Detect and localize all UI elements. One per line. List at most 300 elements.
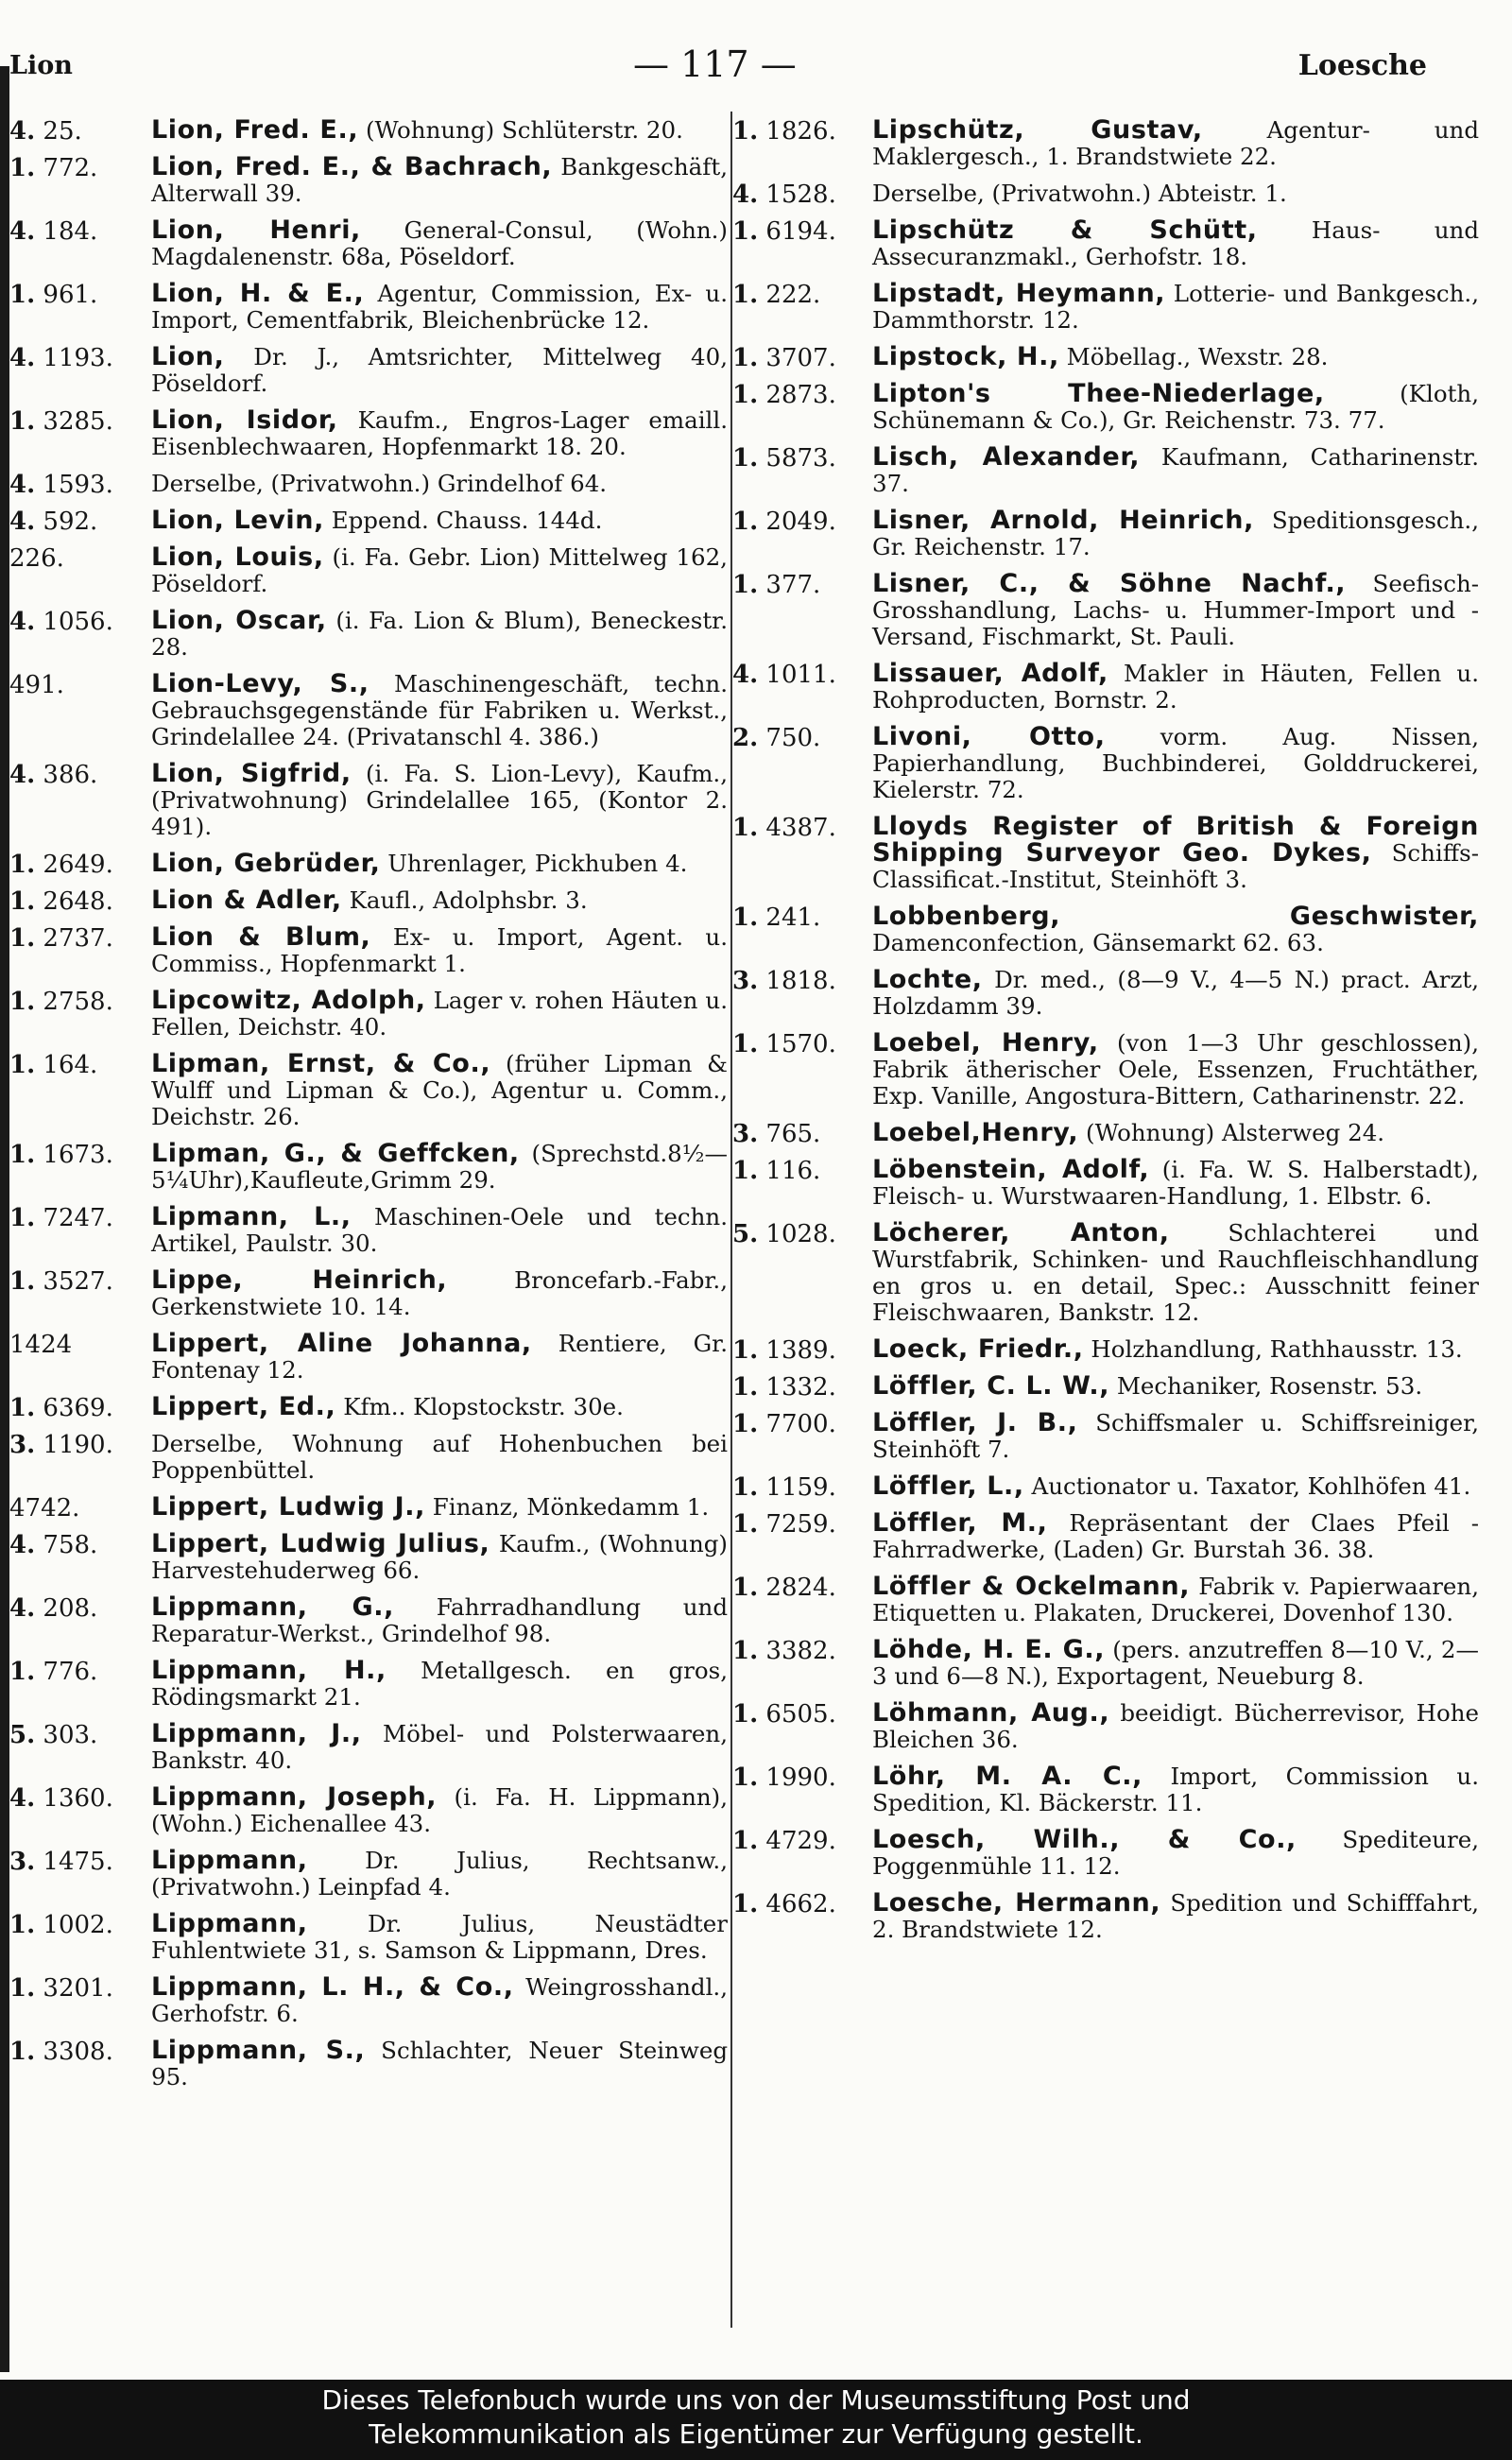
- subscriber-name: Lissauer, Adolf,: [872, 659, 1108, 688]
- line-number: 1990.: [765, 1763, 836, 1792]
- subscriber-name: Löffler, J. B.,: [872, 1408, 1078, 1437]
- entry-text: [151, 407, 728, 460]
- directory-entry: [9, 1051, 728, 1130]
- entry-text: [872, 1700, 1479, 1753]
- entry-text: [151, 1658, 728, 1711]
- line-number: 592.: [43, 507, 98, 536]
- phone-number: [732, 814, 836, 842]
- exchange-code: 1.: [732, 117, 759, 146]
- phone-number: [9, 1394, 113, 1422]
- directory-entry: [732, 571, 1479, 650]
- directory-entry: [9, 1141, 728, 1194]
- entry-text: [872, 1510, 1479, 1563]
- phone-number: [732, 903, 820, 932]
- subscriber-details: (früher Lipman & Wulff und Lipman & Co.), Agentur u. Comm., Deichstr. 26.: [151, 1050, 728, 1130]
- entry-text: [872, 444, 1479, 497]
- line-number: 1002.: [43, 1911, 113, 1939]
- phone-number: [9, 544, 64, 573]
- directory-entry: [9, 671, 728, 750]
- directory-entry: [732, 1030, 1479, 1110]
- subscriber-name: Lippmann,: [151, 1846, 308, 1875]
- header-first-entry: Lion: [9, 51, 73, 80]
- entry-text: [151, 1721, 728, 1774]
- line-number: 1360.: [43, 1784, 113, 1813]
- phone-number: [9, 1594, 97, 1623]
- phone-number: [9, 1431, 113, 1459]
- entry-text: [151, 544, 728, 597]
- entry-text: [151, 1431, 728, 1484]
- exchange-code: 4.: [9, 608, 36, 636]
- exchange-code: 3.: [732, 1120, 759, 1148]
- directory-entry: [9, 1431, 728, 1484]
- exchange-code: 1.: [732, 381, 759, 409]
- exchange-code: 3.: [9, 1431, 36, 1459]
- phone-number: [732, 1763, 836, 1792]
- line-number: 1593.: [43, 471, 113, 499]
- line-number: 6369.: [43, 1394, 113, 1422]
- directory-entry: [9, 281, 728, 334]
- entry-text: [872, 814, 1479, 893]
- subscriber-details: Derselbe, Wohnung auf Hohenbuchen bei Poppenbüttel.: [151, 1430, 728, 1484]
- subscriber-details: Fabrik v. Papierwaaren, Etiquetten u. Plakaten, Druckerei, Dovenhof 130.: [872, 1573, 1479, 1626]
- directory-entry: [732, 1763, 1479, 1816]
- entry-text: [151, 887, 728, 914]
- subscriber-name: Löffler, L.,: [872, 1471, 1024, 1501]
- exchange-code: 1.: [9, 1658, 36, 1686]
- subscriber-details: Derselbe, (Privatwohn.) Grindelhof 64.: [151, 470, 608, 497]
- phone-number: [732, 724, 820, 752]
- subscriber-details: Schlachter, Neuer Steinweg 95.: [151, 2037, 728, 2090]
- entry-text: [151, 1051, 728, 1130]
- entry-text: [872, 1473, 1479, 1500]
- entry-text: [872, 1637, 1479, 1690]
- exchange-code: 4.: [732, 181, 759, 209]
- phone-number: [732, 1637, 836, 1665]
- exchange-code: 1.: [9, 851, 36, 879]
- subscriber-details: beeidigt. Bücherrevisor, Hohe Bleichen 36.: [872, 1699, 1479, 1753]
- directory-entry: [9, 117, 728, 144]
- line-number: 1190.: [43, 1431, 113, 1459]
- subscriber-details: Derselbe, (Privatwohn.) Abteistr. 1.: [872, 180, 1287, 207]
- page-header: [9, 38, 1427, 104]
- line-number: 164.: [43, 1051, 98, 1079]
- exchange-code: 1.: [732, 1473, 759, 1502]
- line-number: 758.: [43, 1531, 98, 1559]
- subscriber-details: (i. Fa. Lion & Blum), Beneckestr. 28.: [151, 607, 728, 661]
- line-number: 3527.: [43, 1267, 113, 1296]
- line-number: 1528.: [765, 181, 836, 209]
- directory-entry: [732, 181, 1479, 207]
- phone-number: [9, 1267, 113, 1296]
- line-number: 184.: [43, 217, 98, 246]
- phone-number: [9, 407, 113, 436]
- exchange-code: 1.: [732, 1157, 759, 1185]
- subscriber-name: Loeck, Friedr.,: [872, 1334, 1084, 1364]
- directory-entry: [9, 507, 728, 534]
- exchange-code: 1.: [732, 1700, 759, 1729]
- exchange-code: 4.: [9, 344, 36, 372]
- directory-entry: [9, 1494, 728, 1521]
- exchange-code: 1.: [732, 1030, 759, 1058]
- entry-text: [151, 154, 728, 207]
- directory-entry: [9, 887, 728, 914]
- subscriber-details: Ex- u. Import, Agent. u. Commiss., Hopfenmarkt 1.: [151, 923, 728, 977]
- directory-entry: [9, 1331, 728, 1384]
- directory-entry: [9, 851, 728, 877]
- line-number: 1193.: [43, 344, 113, 372]
- subscriber-details: Kaufl., Adolphsbr. 3.: [349, 886, 588, 914]
- line-number: 386.: [43, 761, 98, 789]
- entry-text: [151, 2038, 728, 2090]
- directory-entry: [9, 1658, 728, 1711]
- directory-entry: [732, 1410, 1479, 1463]
- phone-number: [9, 1331, 72, 1359]
- subscriber-name: Loebel,Henry,: [872, 1118, 1079, 1147]
- directory-entry: [732, 724, 1479, 803]
- directory-entry: [9, 1531, 728, 1584]
- subscriber-details: Broncefarb.-Fabr., Gerkenstwiete 10. 14.: [151, 1266, 728, 1320]
- entry-text: [872, 1030, 1479, 1110]
- subscriber-details: Makler in Häuten, Fellen u. Rohproducten, Bornstr. 2.: [872, 660, 1479, 714]
- entry-text: [872, 1574, 1479, 1626]
- subscriber-details: Kaufm., (Wohnung) Harvestehuderweg 66.: [151, 1530, 728, 1584]
- exchange-code: 1.: [9, 1051, 36, 1079]
- line-number: 1424: [9, 1331, 73, 1359]
- subscriber-name: Löbenstein, Adolf,: [872, 1155, 1150, 1184]
- subscriber-details: (Kloth, Schünemann & Co.), Gr. Reichenstr. 73. 77.: [872, 380, 1479, 434]
- subscriber-details: (Wohnung) Schlüterstr. 20.: [365, 116, 683, 144]
- line-number: 303.: [43, 1721, 98, 1749]
- phone-number: [9, 2038, 113, 2066]
- subscriber-details: Kaufm., Engros-Lager emaill. Eisenblechwaaren, Hopfenmarkt 18. 20.: [151, 406, 728, 460]
- subscriber-name: Lipcowitz, Adolph,: [151, 986, 426, 1015]
- subscriber-name: Lipschütz, Gustav,: [872, 115, 1203, 145]
- directory-entry: [732, 1336, 1479, 1363]
- directory-entry: [9, 1784, 728, 1837]
- exchange-code: 1.: [732, 1373, 759, 1402]
- footer-line-2: Telekommunikation als Eigentümer zur Verfügung gestellt.: [369, 2418, 1143, 2450]
- subscriber-details: Dr. med., (8—9 V., 4—5 N.) pract. Arzt, Holzdamm 39.: [872, 966, 1479, 1020]
- phone-number: [9, 1784, 113, 1813]
- entry-text: [151, 217, 728, 270]
- line-number: 377.: [765, 571, 821, 599]
- line-number: 116.: [765, 1157, 821, 1185]
- exchange-code: 3.: [9, 1848, 36, 1876]
- line-number: 2824.: [765, 1574, 836, 1602]
- line-number: 226.: [9, 544, 64, 573]
- entry-text: [151, 1911, 728, 1964]
- subscriber-details: vorm. Aug. Nissen, Papierhandlung, Buchbinderei, Golddruckerei, Kielerstr. 72.: [872, 723, 1479, 803]
- exchange-code: 1.: [732, 1574, 759, 1602]
- subscriber-name: Lipstadt, Heymann,: [872, 279, 1166, 308]
- subscriber-details: Eppend. Chauss. 144d.: [331, 507, 603, 534]
- line-number: 7700.: [765, 1410, 836, 1438]
- entry-text: [872, 1336, 1479, 1363]
- phone-number: [9, 924, 113, 953]
- subscriber-details: Uhrenlager, Pickhuben 4.: [387, 850, 688, 877]
- line-number: 2758.: [43, 988, 113, 1016]
- phone-number: [732, 1827, 836, 1855]
- subscriber-details: Lager v. rohen Häuten u. Fellen, Deichstr. 40.: [151, 987, 728, 1041]
- phone-number: [732, 117, 836, 146]
- entry-text: [872, 381, 1479, 434]
- exchange-code: 1.: [9, 924, 36, 953]
- subscriber-name: Lippert, Aline Johanna,: [151, 1329, 532, 1358]
- directory-entry: [9, 1204, 728, 1257]
- directory-entry: [9, 761, 728, 840]
- subscriber-name: Lippe, Heinrich,: [151, 1265, 448, 1295]
- subscriber-name: Lobbenberg, Geschwister,: [872, 902, 1479, 931]
- subscriber-name: Lion, Fred. E., & Bachrach,: [151, 152, 553, 181]
- directory-entry: [732, 281, 1479, 334]
- subscriber-details: Schlachterei und Wurstfabrik, Schinken- und Rauchfleischhandlung en gros u. en detail, Spec.: Ausschnitt feiner Fleischwaaren, Bankstr. 12.: [872, 1219, 1479, 1326]
- directory-entry: [732, 1373, 1479, 1400]
- line-number: 6194.: [765, 217, 836, 246]
- phone-number: [732, 661, 836, 689]
- subscriber-details: Agentur- und Maklergesch., 1. Brandstwiete 22.: [872, 116, 1479, 170]
- subscriber-name: Lipstock, H.,: [872, 342, 1059, 371]
- subscriber-details: Dr. Julius, Neustädter Fuhlentwiete 31, s. Samson & Lippmann, Dres.: [151, 1910, 728, 1964]
- entry-text: [151, 761, 728, 840]
- entry-text: [151, 1494, 728, 1521]
- line-number: 7259.: [765, 1510, 836, 1539]
- directory-entry: [9, 471, 728, 497]
- exchange-code: 4.: [9, 117, 36, 146]
- phone-number: [732, 344, 836, 372]
- subscriber-details: (i. Fa. Gebr. Lion) Mittelweg 162, Pöseldorf.: [151, 543, 728, 597]
- entry-text: [151, 1784, 728, 1837]
- exchange-code: 1.: [732, 1890, 759, 1918]
- exchange-code: 4.: [9, 1531, 36, 1559]
- exchange-code: 2.: [732, 724, 759, 752]
- line-number: 2648.: [43, 887, 113, 916]
- line-number: 1818.: [765, 967, 836, 995]
- directory-entry: [732, 1637, 1479, 1690]
- subscriber-details: Schiffsmaler u. Schiffsreiniger, Steinhöft 7.: [872, 1409, 1479, 1463]
- entry-text: [872, 281, 1479, 334]
- subscriber-details: Mechaniker, Rosenstr. 53.: [1116, 1372, 1423, 1400]
- subscriber-name: Lisner, Arnold, Heinrich,: [872, 506, 1254, 535]
- exchange-code: 1.: [732, 1827, 759, 1855]
- exchange-code: 1.: [732, 507, 759, 536]
- exchange-code: 1.: [9, 2038, 36, 2066]
- subscriber-details: Lotterie- und Bankgesch., Dammthorstr. 12.: [872, 280, 1479, 334]
- line-number: 4387.: [765, 814, 836, 842]
- phone-number: [9, 1974, 113, 2003]
- entry-text: [151, 1974, 728, 2027]
- subscriber-details: Möbellag., Wexstr. 28.: [1066, 343, 1329, 370]
- subscriber-details: (i. Fa. W. S. Halberstadt), Fleisch- u. Wurstwaaren-Handlung, 1. Elbstr. 6.: [872, 1156, 1479, 1210]
- entry-text: [151, 117, 728, 144]
- entry-text: [151, 1394, 728, 1420]
- phone-number: [732, 1700, 836, 1729]
- line-number: 25.: [43, 117, 82, 146]
- subscriber-name: Lion, Isidor,: [151, 405, 338, 435]
- phone-number: [9, 117, 82, 146]
- directory-entry: [732, 507, 1479, 560]
- subscriber-details: Speditionsgesch., Gr. Reichenstr. 17.: [872, 507, 1479, 560]
- phone-number: [9, 671, 64, 699]
- subscriber-details: Spediteure, Poggenmühle 11. 12.: [872, 1826, 1479, 1880]
- subscriber-name: Löhmann, Aug.,: [872, 1698, 1110, 1728]
- subscriber-name: Lippmann, S.,: [151, 2036, 366, 2065]
- entry-text: [151, 1531, 728, 1584]
- entry-text: [872, 1827, 1479, 1880]
- line-number: 491.: [9, 671, 64, 699]
- header-last-entry: Loesche: [1297, 49, 1427, 82]
- subscriber-name: Loebel, Henry,: [872, 1028, 1099, 1058]
- directory-entry: [9, 1394, 728, 1420]
- footer-credit: [0, 2380, 1512, 2460]
- entry-text: [151, 507, 728, 534]
- phone-number: [9, 1848, 113, 1876]
- subscriber-name: Lipman, G., & Geffcken,: [151, 1139, 520, 1168]
- line-number: 765.: [765, 1120, 821, 1148]
- phone-number: [9, 761, 97, 789]
- subscriber-details: Import, Commission u. Spedition, Kl. Bäckerstr. 11.: [872, 1763, 1479, 1816]
- entry-text: [872, 1763, 1479, 1816]
- line-number: 4742.: [9, 1494, 80, 1522]
- subscriber-details: (pers. anzutreffen 8—10 V., 2—3 und 6—8 N.), Exportagent, Neueburg 8.: [872, 1636, 1479, 1690]
- subscriber-name: Lochte,: [872, 965, 983, 994]
- entry-text: [872, 571, 1479, 650]
- exchange-code: 4.: [9, 1594, 36, 1623]
- entry-text: [872, 344, 1479, 370]
- phone-number: [9, 507, 97, 536]
- subscriber-name: Lippmann, H.,: [151, 1656, 387, 1685]
- phone-number: [732, 1890, 836, 1918]
- directory-entry: [732, 1510, 1479, 1563]
- phone-number: [732, 1373, 836, 1402]
- directory-entry: [9, 608, 728, 661]
- subscriber-name: Loesche, Hermann,: [872, 1888, 1161, 1918]
- phone-number: [732, 967, 836, 995]
- subscriber-name: Lipton's Thee-Niederlage,: [872, 379, 1325, 408]
- entry-text: [872, 181, 1479, 207]
- subscriber-name: Lipmann, L.,: [151, 1202, 352, 1231]
- exchange-code: 4.: [9, 217, 36, 246]
- phone-number: [732, 1157, 820, 1185]
- directory-entry: [9, 1848, 728, 1901]
- exchange-code: 1.: [732, 814, 759, 842]
- line-number: 1389.: [765, 1336, 836, 1365]
- exchange-code: 1.: [732, 344, 759, 372]
- subscriber-details: Metallgesch. en gros, Rödingsmarkt 21.: [151, 1657, 728, 1711]
- phone-number: [9, 1658, 97, 1686]
- subscriber-details: Dr. J., Amtsrichter, Mittelweg 40, Pöseldorf.: [151, 343, 728, 397]
- directory-entry: [732, 661, 1479, 714]
- exchange-code: 1.: [9, 154, 36, 182]
- line-number: 750.: [765, 724, 821, 752]
- entry-text: [151, 281, 728, 334]
- directory-entry: [9, 217, 728, 270]
- directory-entry: [732, 1574, 1479, 1626]
- directory-entry: [9, 154, 728, 207]
- phone-number: [732, 507, 836, 536]
- subscriber-name: Lion, Gebrüder,: [151, 849, 381, 878]
- subscriber-name: Lippert, Ed.,: [151, 1392, 336, 1421]
- subscriber-name: Lion, H. & E.,: [151, 279, 365, 308]
- line-number: 1056.: [43, 608, 113, 636]
- phone-number: [9, 1204, 113, 1232]
- phone-number: [732, 444, 836, 473]
- subscriber-name: Lion, Levin,: [151, 506, 324, 535]
- subscriber-details: (von 1—3 Uhr geschlossen), Fabrik ätherischer Oele, Essenzen, Fruchtäther, Exp. Vanille, Angostura-Bittern, Catharinenstr. 22.: [872, 1029, 1480, 1110]
- phone-number: [9, 1911, 113, 1939]
- line-number: 1332.: [765, 1373, 836, 1402]
- phone-number: [9, 281, 97, 309]
- line-number: 3382.: [765, 1637, 836, 1665]
- line-number: 776.: [43, 1658, 98, 1686]
- exchange-code: 4.: [9, 507, 36, 536]
- subscriber-details: Schiffs-Classificat.-Institut, Steinhöft 3.: [872, 839, 1479, 893]
- subscriber-name: Lion-Levy, S.,: [151, 669, 369, 698]
- exchange-code: 1.: [9, 1974, 36, 2003]
- entry-text: [872, 1410, 1479, 1463]
- subscriber-details: Rentiere, Gr. Fontenay 12.: [151, 1330, 728, 1384]
- directory-entry: [732, 1700, 1479, 1753]
- subscriber-details: Maschinen-Oele und techn. Artikel, Paulstr. 30.: [151, 1203, 728, 1257]
- subscriber-name: Löhr, M. A. C.,: [872, 1762, 1143, 1791]
- subscriber-name: Lisch, Alexander,: [872, 442, 1141, 472]
- subscriber-details: Fahrradhandlung und Reparatur-Werkst., Grindelhof 98.: [151, 1593, 728, 1647]
- entry-text: [872, 507, 1479, 560]
- subscriber-details: Seefisch-Grosshandlung, Lachs- u. Hummer-Import und -Versand, Fischmarkt, St. Pauli.: [872, 570, 1480, 650]
- phone-number: [9, 1531, 97, 1559]
- right-column: [732, 117, 1479, 1953]
- exchange-code: 1.: [732, 281, 759, 309]
- line-number: 1673.: [43, 1141, 113, 1169]
- subscriber-name: Loesch, Wilh., & Co.,: [872, 1825, 1297, 1854]
- entry-text: [151, 1331, 728, 1384]
- entry-text: [151, 471, 728, 497]
- entry-text: [151, 344, 728, 397]
- line-number: 2049.: [765, 507, 836, 536]
- entry-text: [872, 217, 1479, 270]
- line-number: 3201.: [43, 1974, 113, 2003]
- subscriber-name: Lippert, Ludwig Julius,: [151, 1529, 490, 1558]
- line-number: 2649.: [43, 851, 113, 879]
- entry-text: [151, 1141, 728, 1194]
- subscriber-details: (i. Fa. H. Lippmann), (Wohn.) Eichenallee 43.: [151, 1783, 728, 1837]
- directory-entry: [732, 967, 1479, 1020]
- line-number: 1011.: [765, 661, 836, 689]
- exchange-code: 1.: [9, 1267, 36, 1296]
- exchange-code: 5.: [9, 1721, 36, 1749]
- subscriber-name: Lion, Oscar,: [151, 606, 327, 635]
- entry-text: [151, 988, 728, 1041]
- subscriber-name: Lipschütz & Schütt,: [872, 215, 1258, 245]
- exchange-code: 1.: [9, 887, 36, 916]
- exchange-code: 1.: [732, 1510, 759, 1539]
- exchange-code: 5.: [732, 1220, 759, 1248]
- directory-entry: [9, 988, 728, 1041]
- exchange-code: 4.: [9, 761, 36, 789]
- exchange-code: 1.: [9, 988, 36, 1016]
- subscriber-name: Lippmann, Joseph,: [151, 1782, 438, 1812]
- directory-entry: [732, 444, 1479, 497]
- directory-entry: [732, 814, 1479, 893]
- directory-entry: [9, 344, 728, 397]
- exchange-code: 1.: [732, 217, 759, 246]
- subscriber-name: Lippmann, L. H., & Co.,: [151, 1972, 514, 2002]
- binding-edge: [0, 66, 9, 2372]
- subscriber-details: Möbel- und Polsterwaaren, Bankstr. 40.: [151, 1720, 728, 1774]
- subscriber-name: Lion & Adler,: [151, 886, 342, 915]
- entry-text: [872, 117, 1479, 170]
- entry-text: [872, 903, 1479, 956]
- phone-number: [732, 1220, 836, 1248]
